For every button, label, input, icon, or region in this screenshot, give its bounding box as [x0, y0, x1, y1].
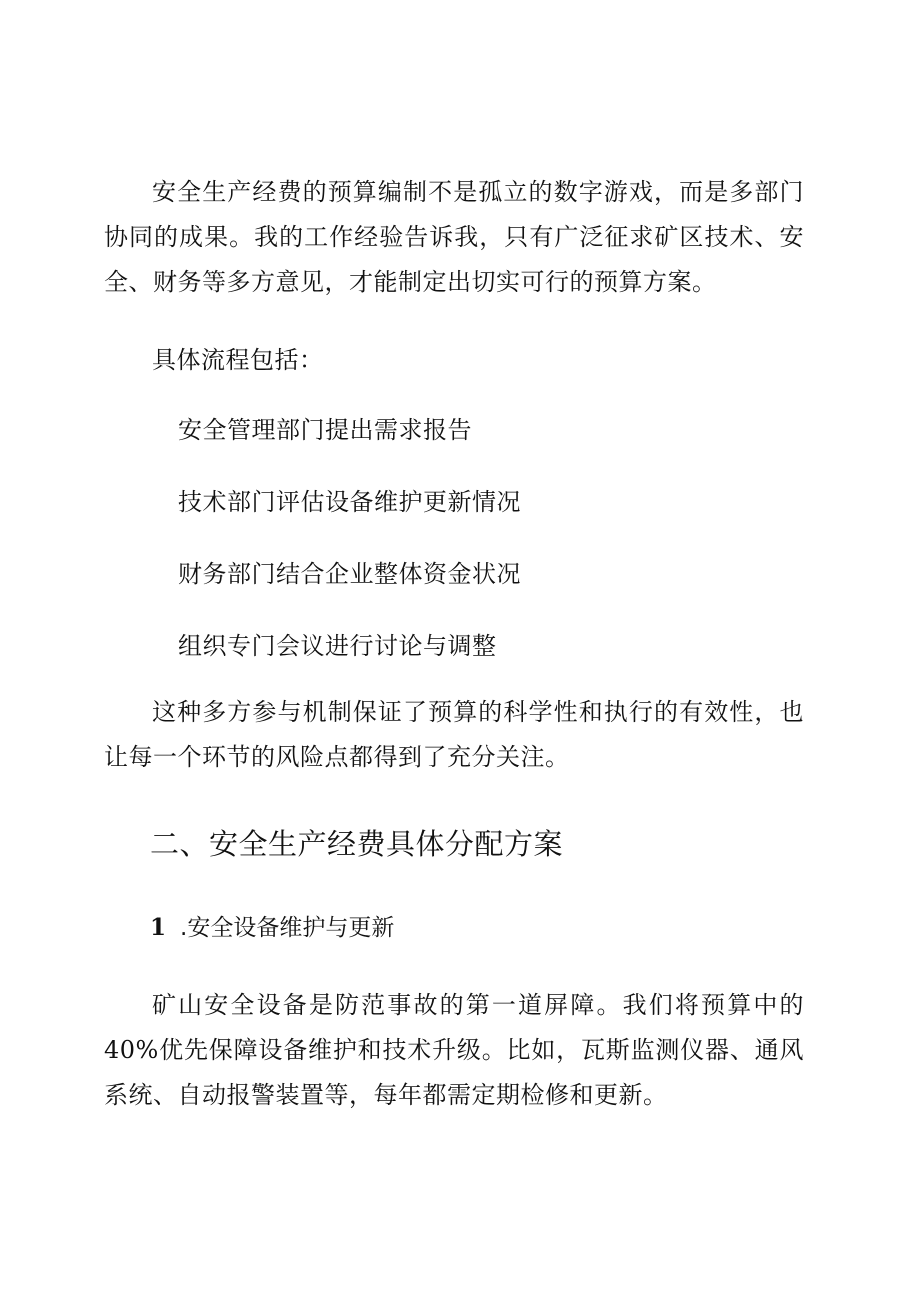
process-step: 财务部门结合企业整体资金状况 [178, 560, 521, 588]
subsection-number: 1 [150, 914, 167, 941]
paragraph-equipment-budget: 矿山安全设备是防范事故的第一道屏障。我们将预算中的40%优先保障设备维护和技术升级。比如，瓦斯监测仪器、通风系统、自动报警装置等，每年都需定期检修和更新。 [104, 991, 804, 1109]
paragraph-mechanism-summary: 这种多方参与机制保证了预算的科学性和执行的有效性，也让每一个环节的风险点都得到了充分关注。 [104, 698, 804, 771]
paragraph-budget-collaboration: 安全生产经费的预算编制不是孤立的数字游戏，而是多部门协同的成果。我的工作经验告诉我，只有广泛征求矿区技术、安全、财务等多方意见，才能制定出切实可行的预算方案。 [104, 178, 804, 296]
subsection-title: .安全设备维护与更新 [180, 915, 395, 941]
section-heading: 二、安全生产经费具体分配方案 [150, 827, 564, 861]
paragraph-process-intro: 具体流程包括： [152, 346, 324, 374]
process-step: 技术部门评估设备维护更新情况 [178, 488, 521, 516]
process-steps-list [178, 402, 521, 690]
process-step: 安全管理部门提出需求报告 [178, 416, 472, 444]
process-step: 组织专门会议进行讨论与调整 [178, 632, 497, 660]
subsection-heading [150, 906, 394, 950]
